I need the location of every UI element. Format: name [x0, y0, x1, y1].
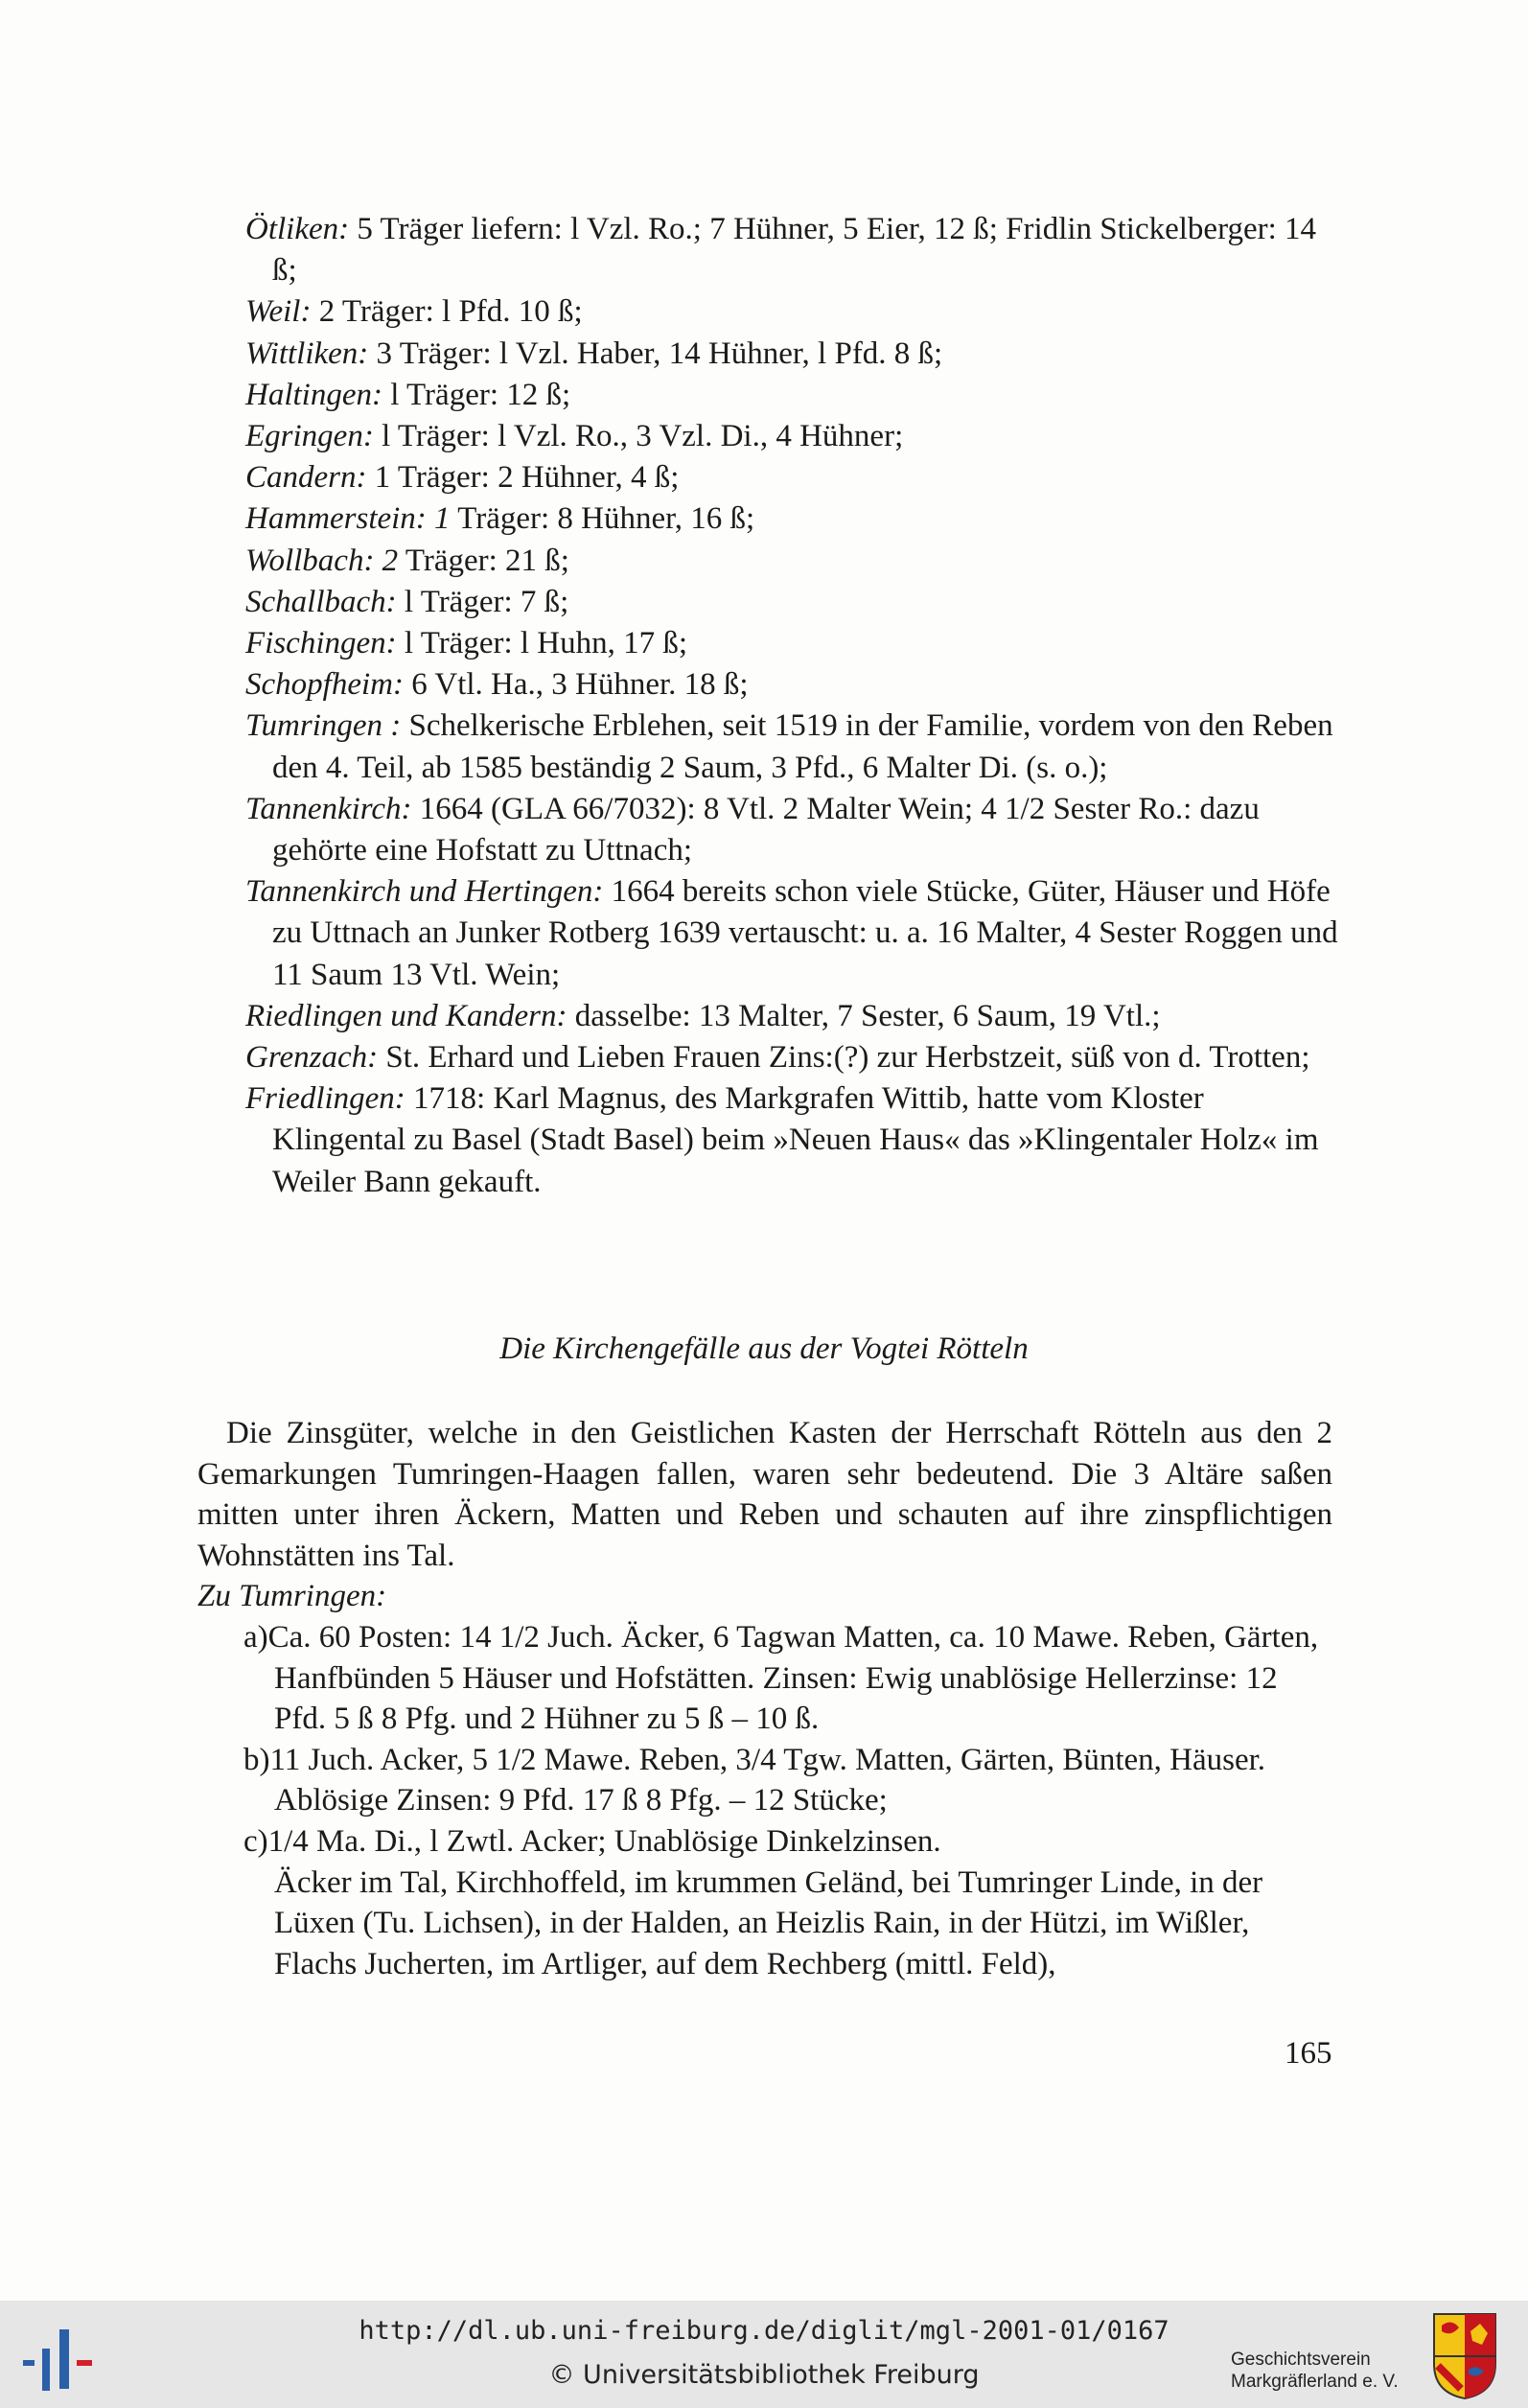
footer-bar: [0, 2301, 1528, 2408]
list-item: [245, 209, 1338, 291]
entry-text: l Träger: l Huhn, 17 ß;: [396, 626, 688, 661]
place-name: Schopfheim:: [245, 667, 404, 703]
place-name: Tannenkirch und Hertingen:: [245, 874, 604, 910]
list-item: [245, 375, 1338, 416]
place-name: Friedlingen:: [245, 1081, 405, 1117]
entry-text: l Träger: 12 ß;: [382, 377, 571, 412]
place-name: Fischingen:: [245, 626, 397, 661]
entry-text: Schelkerische Erblehen, seit 1519 in der Familie, vordem von den Reben den 4. Teil, ab 1585 beständig 2 Saum, 3 Pfd., 6 Malter Di. (s. o.);: [272, 708, 1333, 785]
list-item: b)11 Juch. Acker, 5 1/2 Mawe. Reben, 3/4 Tgw. Matten, Gärten, Bünten, Häuser. Ablösige Zinsen: 9 Pfd. 17 ß 8 Pfg. – 12 Stücke;: [243, 1742, 1266, 1818]
coat-of-arms-icon: [1432, 2312, 1497, 2400]
list-item: [245, 623, 1338, 664]
page-number: 165: [1285, 2036, 1332, 2071]
subheading: Zu Tumringen:: [197, 1579, 387, 1614]
document-url-link[interactable]: http://dl.ub.uni-freiburg.de/diglit/mgl-2001-01/0167: [359, 2316, 1169, 2346]
paragraph: Die Zinsgüter, welche in den Geistlichen Kasten der Herrschaft Rötteln aus den 2 Gemarkungen Tumringen-Haagen fallen, waren sehr bedeutend. Die 3 Altäre saßen mitten unter ihren Äckern, Matten und Reben und schauten auf ihre zinspflichtigen Wohnstätten ins Tal.: [197, 1416, 1332, 1573]
place-name: Wittliken:: [245, 336, 369, 371]
place-name: Candern:: [245, 460, 367, 496]
list-item: [245, 498, 1338, 540]
entry-text: 1 Träger: 2 Hühner, 4 ß;: [366, 460, 680, 496]
entry-text: Träger: 21 ß;: [398, 543, 569, 578]
place-name: Tannenkirch:: [245, 791, 412, 826]
body-text: [197, 1413, 1332, 1984]
entry-text: dasselbe: 13 Malter, 7 Sester, 6 Saum, 19 Vtl.;: [567, 998, 1161, 1033]
list-item: [245, 871, 1338, 996]
place-name: Tumringen :: [245, 708, 402, 744]
list-item: [245, 582, 1338, 623]
place-name: Wollbach: 2: [245, 543, 399, 578]
society-name-line2: Markgräflerland e. V.: [1231, 2372, 1399, 2392]
list-item: [245, 1037, 1338, 1078]
entry-text: 1664 (GLA 66/7032): 8 Vtl. 2 Malter Wein; 4 1/2 Sester Ro.: dazu gehörte eine Hofstatt zu Uttnach;: [272, 791, 1260, 868]
list-item: [245, 541, 1338, 582]
item-continuation: Äcker im Tal, Kirchhoffeld, im krummen Geländ, bei Tumringer Linde, in der Lüxen (Tu. Lichsen), in der Halden, an Heizlis Rain, in der Hützi, im Wißler, Flachs Jucherten, im Artliger, auf dem Rechberg (mittl. Feld),: [274, 1864, 1263, 1981]
entry-text: 5 Träger liefern: l Vzl. Ro.; 7 Hühner, 5 Eier, 12 ß; Fridlin Stickelberger: 14 ß;: [272, 212, 1317, 289]
section-heading: Die Kirchengefälle aus der Vogtei Rötteln: [499, 1331, 1029, 1366]
list-item: a)Ca. 60 Posten: 14 1/2 Juch. Äcker, 6 Tagwan Matten, ca. 10 Mawe. Reben, Gärten, Hanfbünden 5 Häuser und Hofstätten. Zinsen: Ewig unablösige Hellerzinse: 12 Pfd. 5 ß 8 Pfg. und 2 Hühner zu 5 ß – 10 ß.: [243, 1619, 1319, 1737]
list-item: c)1/4 Ma. Di., l Zwtl. Acker; Unablösige Dinkelzinsen.: [243, 1823, 941, 1859]
place-name: Grenzach:: [245, 1040, 379, 1076]
place-name: Egringen:: [245, 419, 374, 454]
list-item: [245, 664, 1338, 706]
entry-text: 1718: Karl Magnus, des Markgrafen Wittib, hatte vom Kloster Klingental zu Basel (Stadt Basel) beim »Neuen Haus« das »Klingentaler Holz« im Weiler Bann gekauft.: [272, 1081, 1319, 1199]
list-item: [245, 416, 1338, 457]
entry-text: l Träger: 7 ß;: [396, 584, 569, 619]
entry-text: St. Erhard und Lieben Frauen Zins:(?) zur Herbstzeit, süß von d. Trotten;: [378, 1040, 1310, 1076]
place-name: Haltingen:: [245, 377, 382, 412]
list-item: [245, 789, 1338, 871]
society-name-line1: Geschichtsverein: [1231, 2350, 1371, 2370]
list-item: [245, 1078, 1338, 1203]
society-name: [1231, 2349, 1423, 2393]
list-item: [245, 706, 1338, 788]
entry-text: 1664 bereits schon viele Stücke, Güter, Häuser und Höfe zu Uttnach an Junker Rotberg 1639 vertauscht: u. a. 16 Malter, 4 Sester Roggen und 11 Saum 13 Vtl. Wein;: [272, 874, 1338, 992]
entry-text: Träger: 8 Hühner, 16 ß;: [450, 501, 755, 537]
place-name: Schallbach:: [245, 584, 397, 619]
list-item: [245, 291, 1338, 333]
copyright-text: © Universitätsbibliothek Freiburg: [548, 2360, 980, 2390]
place-name: Hammerstein: 1: [245, 501, 451, 537]
entry-text: 6 Vtl. Ha., 3 Hühner. 18 ß;: [403, 667, 749, 703]
list-item: [245, 996, 1338, 1037]
place-name: Riedlingen und Kandern:: [245, 998, 567, 1033]
item-list: [197, 1617, 1332, 1984]
entry-text: l Träger: l Vzl. Ro., 3 Vzl. Di., 4 Hühner;: [373, 419, 904, 454]
entry-list: [245, 209, 1338, 1203]
entry-text: 3 Träger: l Vzl. Haber, 14 Hühner, l Pfd. 8 ß;: [368, 336, 943, 371]
entry-text: 2 Träger: l Pfd. 10 ß;: [311, 294, 583, 330]
place-name: Weil:: [245, 294, 312, 330]
list-item: [245, 457, 1338, 498]
list-item: [245, 334, 1338, 375]
place-name: Ötliken:: [245, 212, 350, 246]
